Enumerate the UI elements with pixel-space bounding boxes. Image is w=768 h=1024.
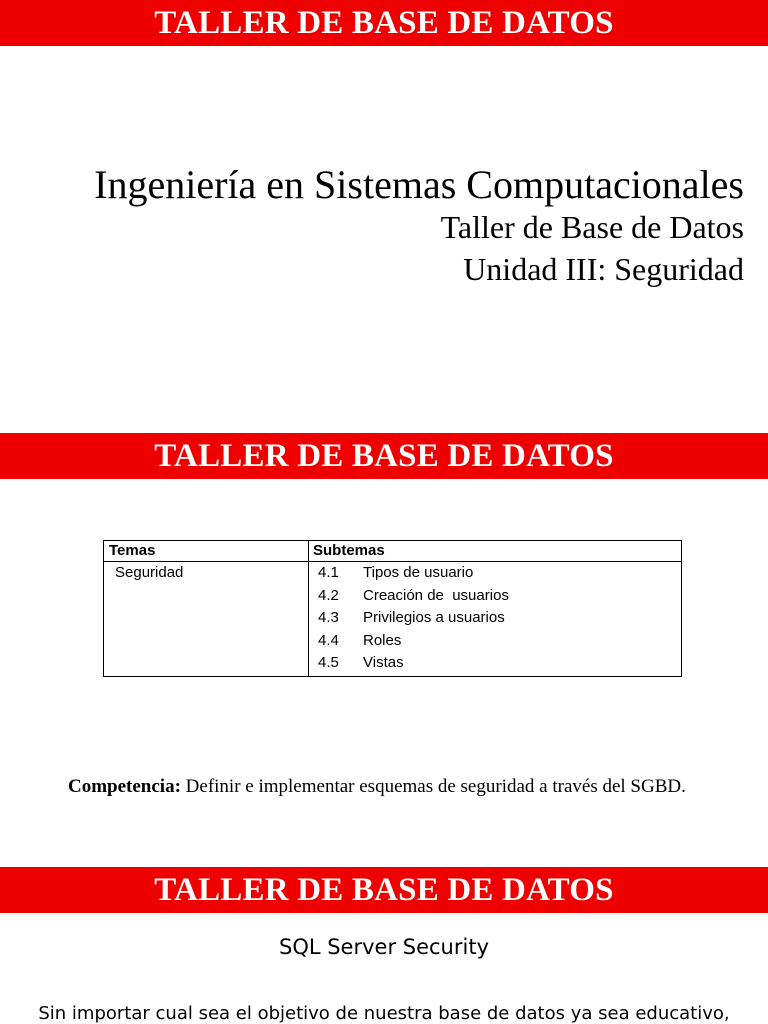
subtema-item (318, 608, 509, 631)
topics-table (103, 540, 682, 677)
subtema-list (318, 563, 509, 676)
subtema-number: 4.3 (318, 609, 339, 626)
slide-1-title: Ingeniería en Sistemas Computacionales (94, 162, 744, 207)
subtema-number: 4.5 (318, 654, 339, 671)
competencia-label: Competencia: (68, 776, 181, 797)
table-cell-tema: Seguridad (115, 564, 184, 581)
slide-2-banner: TALLER DE BASE DE DATOS (0, 433, 768, 479)
slide-3-body: Sin importar cual sea el objetivo de nuestra base de datos ya sea educativo, (38, 1003, 730, 1024)
slide-1-unit: Unidad III: Seguridad (463, 251, 744, 287)
table-header-subtemas: Subtemas (313, 542, 385, 559)
competencia-paragraph (68, 775, 719, 799)
subtema-number: 4.2 (318, 586, 339, 604)
subtema-number: 4.1 (318, 564, 339, 581)
competencia-text: Definir e implementar esquemas de seguridad a través del SGBD. (185, 776, 686, 797)
slide-3-title: SQL Server Security (278, 935, 489, 959)
subtema-label: Vistas (363, 654, 404, 671)
subtema-number: 4.4 (318, 631, 339, 649)
subtema-label: Tipos de usuario (363, 564, 474, 581)
subtema-item (318, 631, 509, 654)
subtema-label: Roles (363, 631, 402, 649)
table-header-divider (104, 561, 681, 562)
subtema-label: Privilegios a usuarios (363, 609, 505, 626)
subtema-label: Creación de usuarios (363, 586, 509, 604)
subtema-item (318, 586, 509, 609)
slide-3-banner: TALLER DE BASE DE DATOS (0, 867, 768, 913)
subtema-item (318, 653, 509, 676)
slide-1-banner: TALLER DE BASE DE DATOS (0, 0, 768, 46)
table-header-temas: Temas (109, 542, 156, 559)
slide-1-subtitle: Taller de Base de Datos (440, 209, 744, 245)
subtema-item (318, 563, 509, 586)
